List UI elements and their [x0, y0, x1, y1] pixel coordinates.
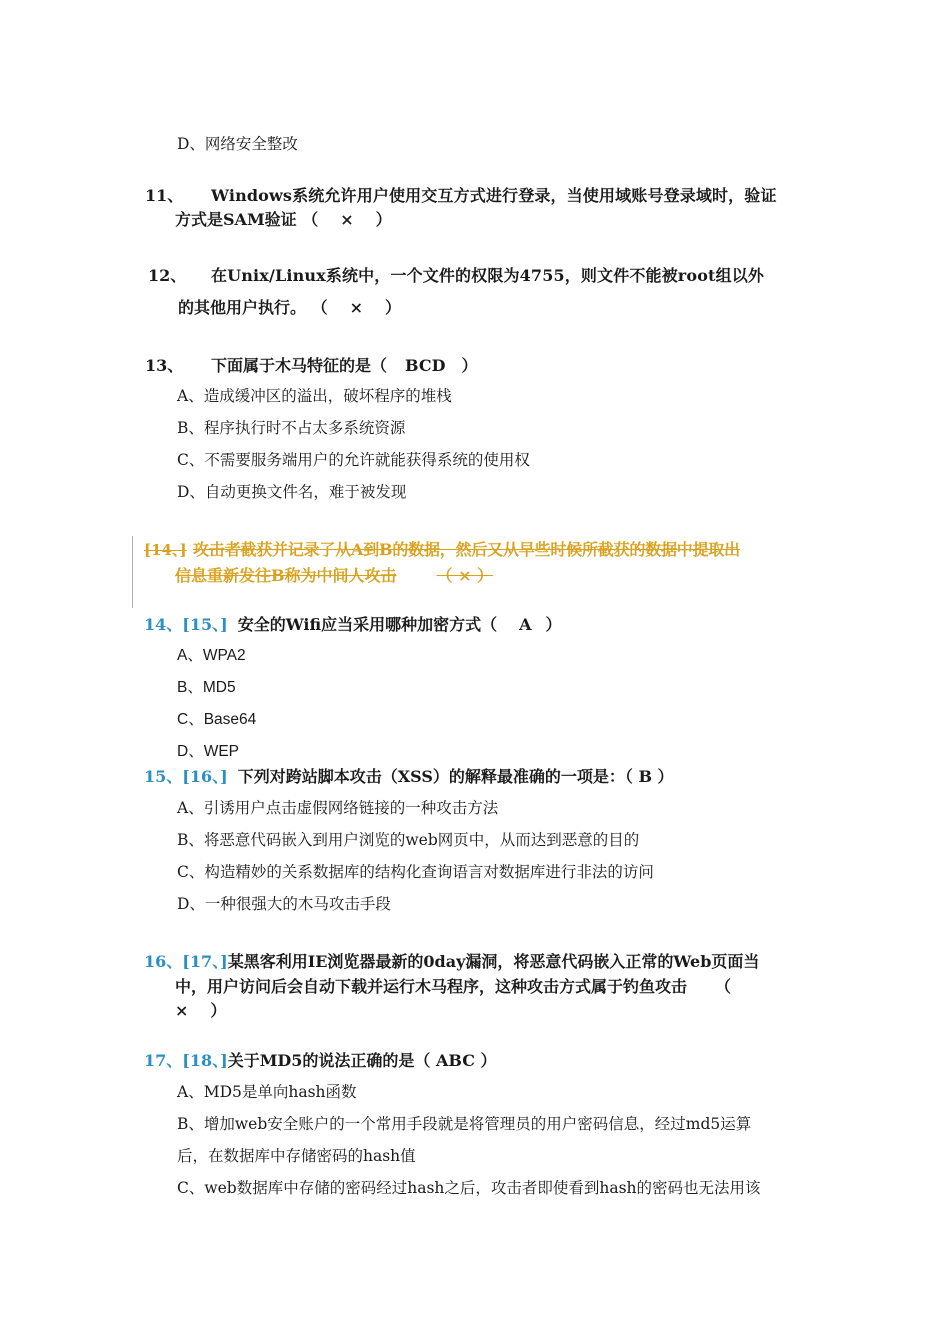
q16-line2: 中，用户访问后会自动下载并运行木马程序，这种攻击方式属于钓鱼攻击 — [175, 977, 688, 996]
q16-answer: × — [175, 1001, 189, 1020]
q13-option-b: B、程序执行时不占太多系统资源 — [177, 419, 406, 437]
q17-stem: 关于MD5的说法正确的是（ ABC ） — [227, 1051, 497, 1070]
q17-option-c-line1: C、web数据库中存储的密码经过hash之后，攻击者即使看到hash的密码也无法用该 — [177, 1179, 761, 1197]
q14-close: ） — [545, 615, 562, 634]
q15-number: 15、 — [144, 767, 183, 786]
q11-line2 — [175, 210, 392, 230]
q13-option-a: A、造成缓冲区的溢出，破坏程序的堆栈 — [177, 387, 452, 405]
q15-revised-number: [16、] — [182, 767, 228, 786]
q17-number: 17、 — [144, 1051, 183, 1070]
q16-open: （ — [715, 977, 732, 996]
q11-line1: Windows系统允许用户使用交互方式进行登录，当使用域账号登录域时，验证 — [211, 186, 777, 205]
q15-option-a: A、引诱用户点击虚假网络链接的一种攻击方法 — [177, 799, 499, 817]
q16-line2-row — [175, 977, 731, 997]
q14-option-b: B、MD5 — [177, 679, 236, 696]
q12-stem-end: 的其他用户执行。 （ — [178, 298, 328, 317]
deleted-q14-stem-end: 信息重新发往B称为中间人攻击 — [175, 566, 397, 585]
q16-answer-row — [175, 1001, 226, 1021]
q17-number-line — [144, 1051, 497, 1071]
q13-stem-line — [211, 356, 477, 376]
q14-option-a: A、WPA2 — [177, 647, 246, 664]
q14-answer: A — [519, 615, 532, 634]
q14-stem: 安全的Wifi应当采用哪种加密方式（ — [237, 615, 498, 634]
q13-stem: 下面属于木马特征的是（ — [211, 356, 388, 375]
q17-revised-number: [18、] — [182, 1051, 228, 1070]
q15-stem: 下列对跨站脚本攻击（XSS）的解释最准确的一项是：（ B ） — [237, 767, 674, 786]
deleted-q14-line1: 攻击者截获并记录了从A到B的数据，然后又从早些时候所截获的数据中提取出 — [193, 540, 740, 559]
q14-number-line — [144, 615, 562, 635]
q11-close: ） — [375, 210, 392, 229]
q16-line1: 某黑客利用IE浏览器最新的0day漏洞，将恶意代码嵌入正常的Web页面当 — [227, 952, 760, 971]
q12-line2 — [178, 298, 401, 318]
q17-option-b-line1: B、增加web安全账户的一个常用手段就是将管理员的用户密码信息，经过md5运算 — [177, 1115, 752, 1133]
q10-option-d: D、网络安全整改 — [177, 135, 298, 153]
q14-revised-number: [15、] — [182, 615, 228, 634]
revision-bar — [132, 536, 133, 608]
q14-number: 14、 — [144, 615, 183, 634]
q15-option-d: D、一种很强大的木马攻击手段 — [177, 895, 391, 913]
q13-option-d: D、自动更换文件名，难于被发现 — [177, 483, 407, 501]
q11-stem-end: 方式是SAM验证 （ — [175, 210, 319, 229]
q12-line1: 在Unix/Linux系统中，一个文件的权限为4755，则文件不能被root组以外 — [211, 266, 765, 285]
q15-option-c: C、构造精妙的关系数据库的结构化查询语言对数据库进行非法的访问 — [177, 863, 654, 881]
deleted-q14-line2 — [175, 566, 493, 586]
q16-number: 16、 — [144, 952, 183, 971]
q13-answer: BCD — [405, 356, 446, 375]
q13-number: 13、 — [145, 356, 184, 375]
q11-number: 11、 — [145, 186, 184, 205]
q16-revised-number: [17、] — [182, 952, 228, 971]
deleted-q14-number: [14、] — [144, 541, 187, 559]
q12-close: ） — [384, 298, 401, 317]
q11-answer: × — [340, 210, 354, 229]
q15-option-b: B、将恶意代码嵌入到用户浏览的web网页中，从而达到恶意的目的 — [177, 831, 640, 849]
q16-close: ） — [210, 1001, 227, 1020]
q12-answer: × — [349, 298, 363, 317]
q14-option-c: C、Base64 — [177, 711, 257, 728]
q17-option-b-line2: 后，在数据库中存储密码的hash值 — [177, 1147, 416, 1165]
q16-number-line — [144, 952, 759, 972]
deleted-q14-answer: （ × ） — [436, 566, 494, 585]
q13-close: ） — [461, 356, 478, 375]
q17-option-a: A、MD5是单向hash函数 — [177, 1083, 357, 1101]
q12-number: 12、 — [148, 266, 187, 285]
q14-option-d: D、WEP — [177, 743, 240, 760]
q15-number-line — [144, 767, 674, 787]
q13-option-c: C、不需要服务端用户的允许就能获得系统的使用权 — [177, 451, 530, 469]
